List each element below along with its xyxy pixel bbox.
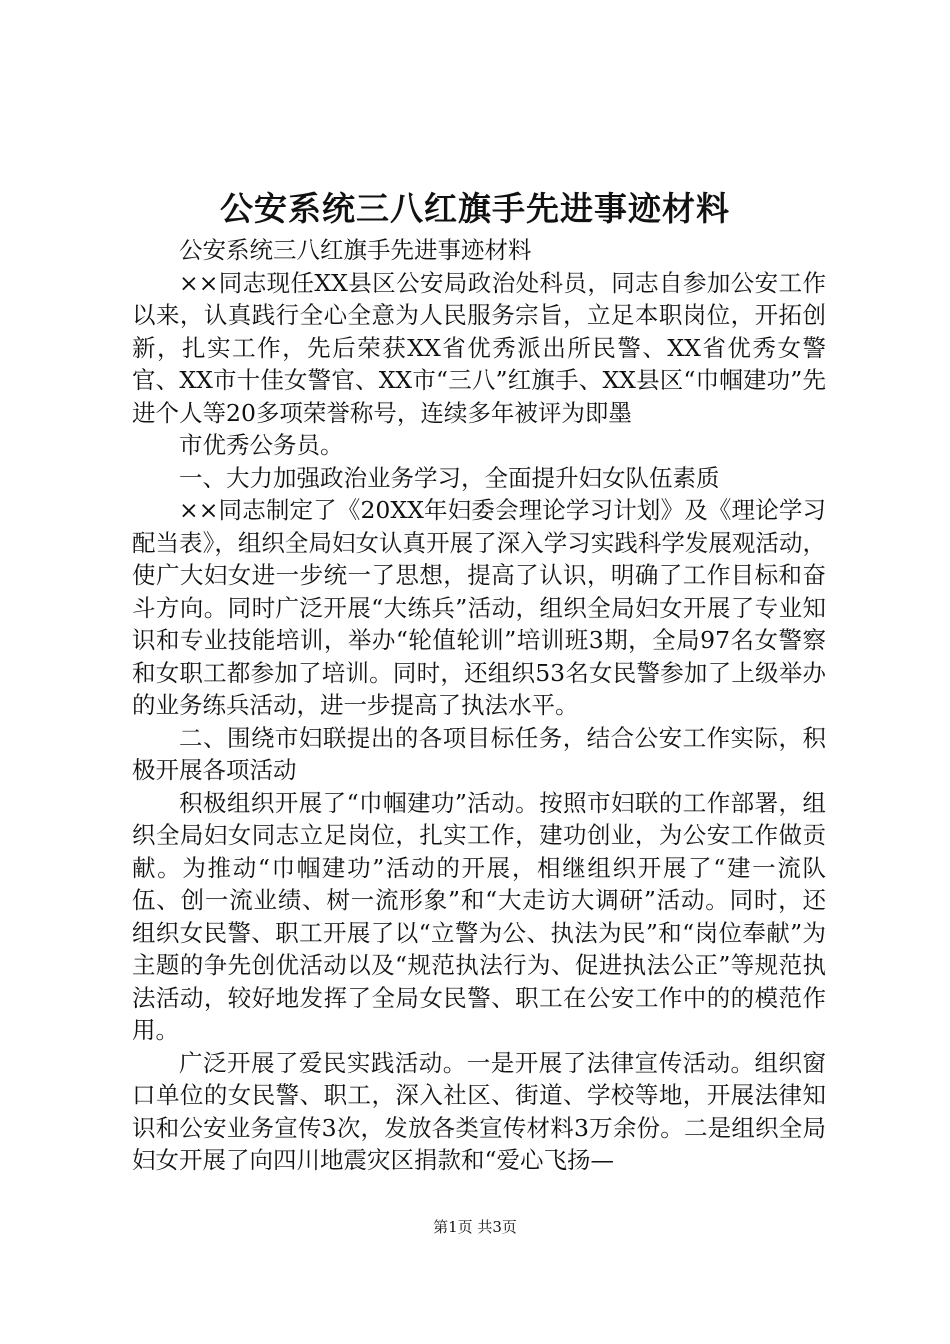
paragraph-intro-continued: 市优秀公务员。 bbox=[179, 431, 344, 459]
paragraph-section-1: ××同志制定了《20XX年妇委会理论学习计划》及《理论学习配当表》，组织全局妇女认真开展了深入学习实践科学发展观活动，使广大妇女进一步统一了思想，提高了认识，明确了工作目标和奋斗方向。同时广泛开展“大练兵”活动，组织全局妇女开展了专业知识和专业技能培训，举办“轮值轮训”培训班3期，全局97名女警察和女职工都参加了培训。同时，还组织53名女民警参加了上级举办的业务练兵活动，进一步提高了执法水平。 bbox=[132, 496, 826, 719]
document-title: 公安系统三八红旗手先进事迹材料 bbox=[220, 189, 730, 228]
document-body bbox=[132, 234, 826, 1177]
section-heading-1: 一、大力加强政治业务学习，全面提升妇女队伍素质 bbox=[179, 463, 720, 492]
paragraph-section-2-b: 广泛开展了爱民实践活动。一是开展了法律宣传活动。组织窗口单位的女民警、职工，深入社区、街道、学校等地，开展法律知识和公安业务宣传3次，发放各类宣传材料3万余份。二是组织全局妇女开展了向四川地震灾区捐款和“爱心飞扬— bbox=[132, 1048, 826, 1174]
page-number-footer: 第1页 共3页 bbox=[433, 1218, 517, 1236]
paragraph-intro: ××同志现任XX县区公安局政治处科员，同志自参加公安工作以来，认真践行全心全意为人民服务宗旨，立足本职岗位，开拓创新，扎实工作，先后荣获XX省优秀派出所民警、XX省优秀女警官、XX市十佳女警官、XX市“三八”红旗手、XX县区“巾帼建功”先进个人等20多项荣誉称号，连续多年被评为即墨 bbox=[132, 268, 826, 427]
section-heading-2: 二、围绕市妇联提出的各项目标任务，结合公安工作实际，积极开展各项活动 bbox=[132, 723, 826, 784]
paragraph-section-2-a: 积极组织开展了“巾帼建功”活动。按照市妇联的工作部署，组织全局妇女同志立足岗位，扎实工作，建功创业，为公安工作做贡献。为推动“巾帼建功”活动的开展，相继组织开展了“建一流队伍、创一流业绩、树一流形象”和“大走访大调研”活动。同时，还组织女民警、职工开展了以“立警为公、执法为民”和“岗位奉献”为主题的争先创优活动以及“规范执法行为、促进执法公正”等规范执法活动，较好地发挥了全局女民警、职工在公安工作中的的模范作用。 bbox=[132, 788, 826, 1044]
paragraph-subtitle: 公安系统三八红旗手先进事迹材料 bbox=[179, 236, 532, 264]
